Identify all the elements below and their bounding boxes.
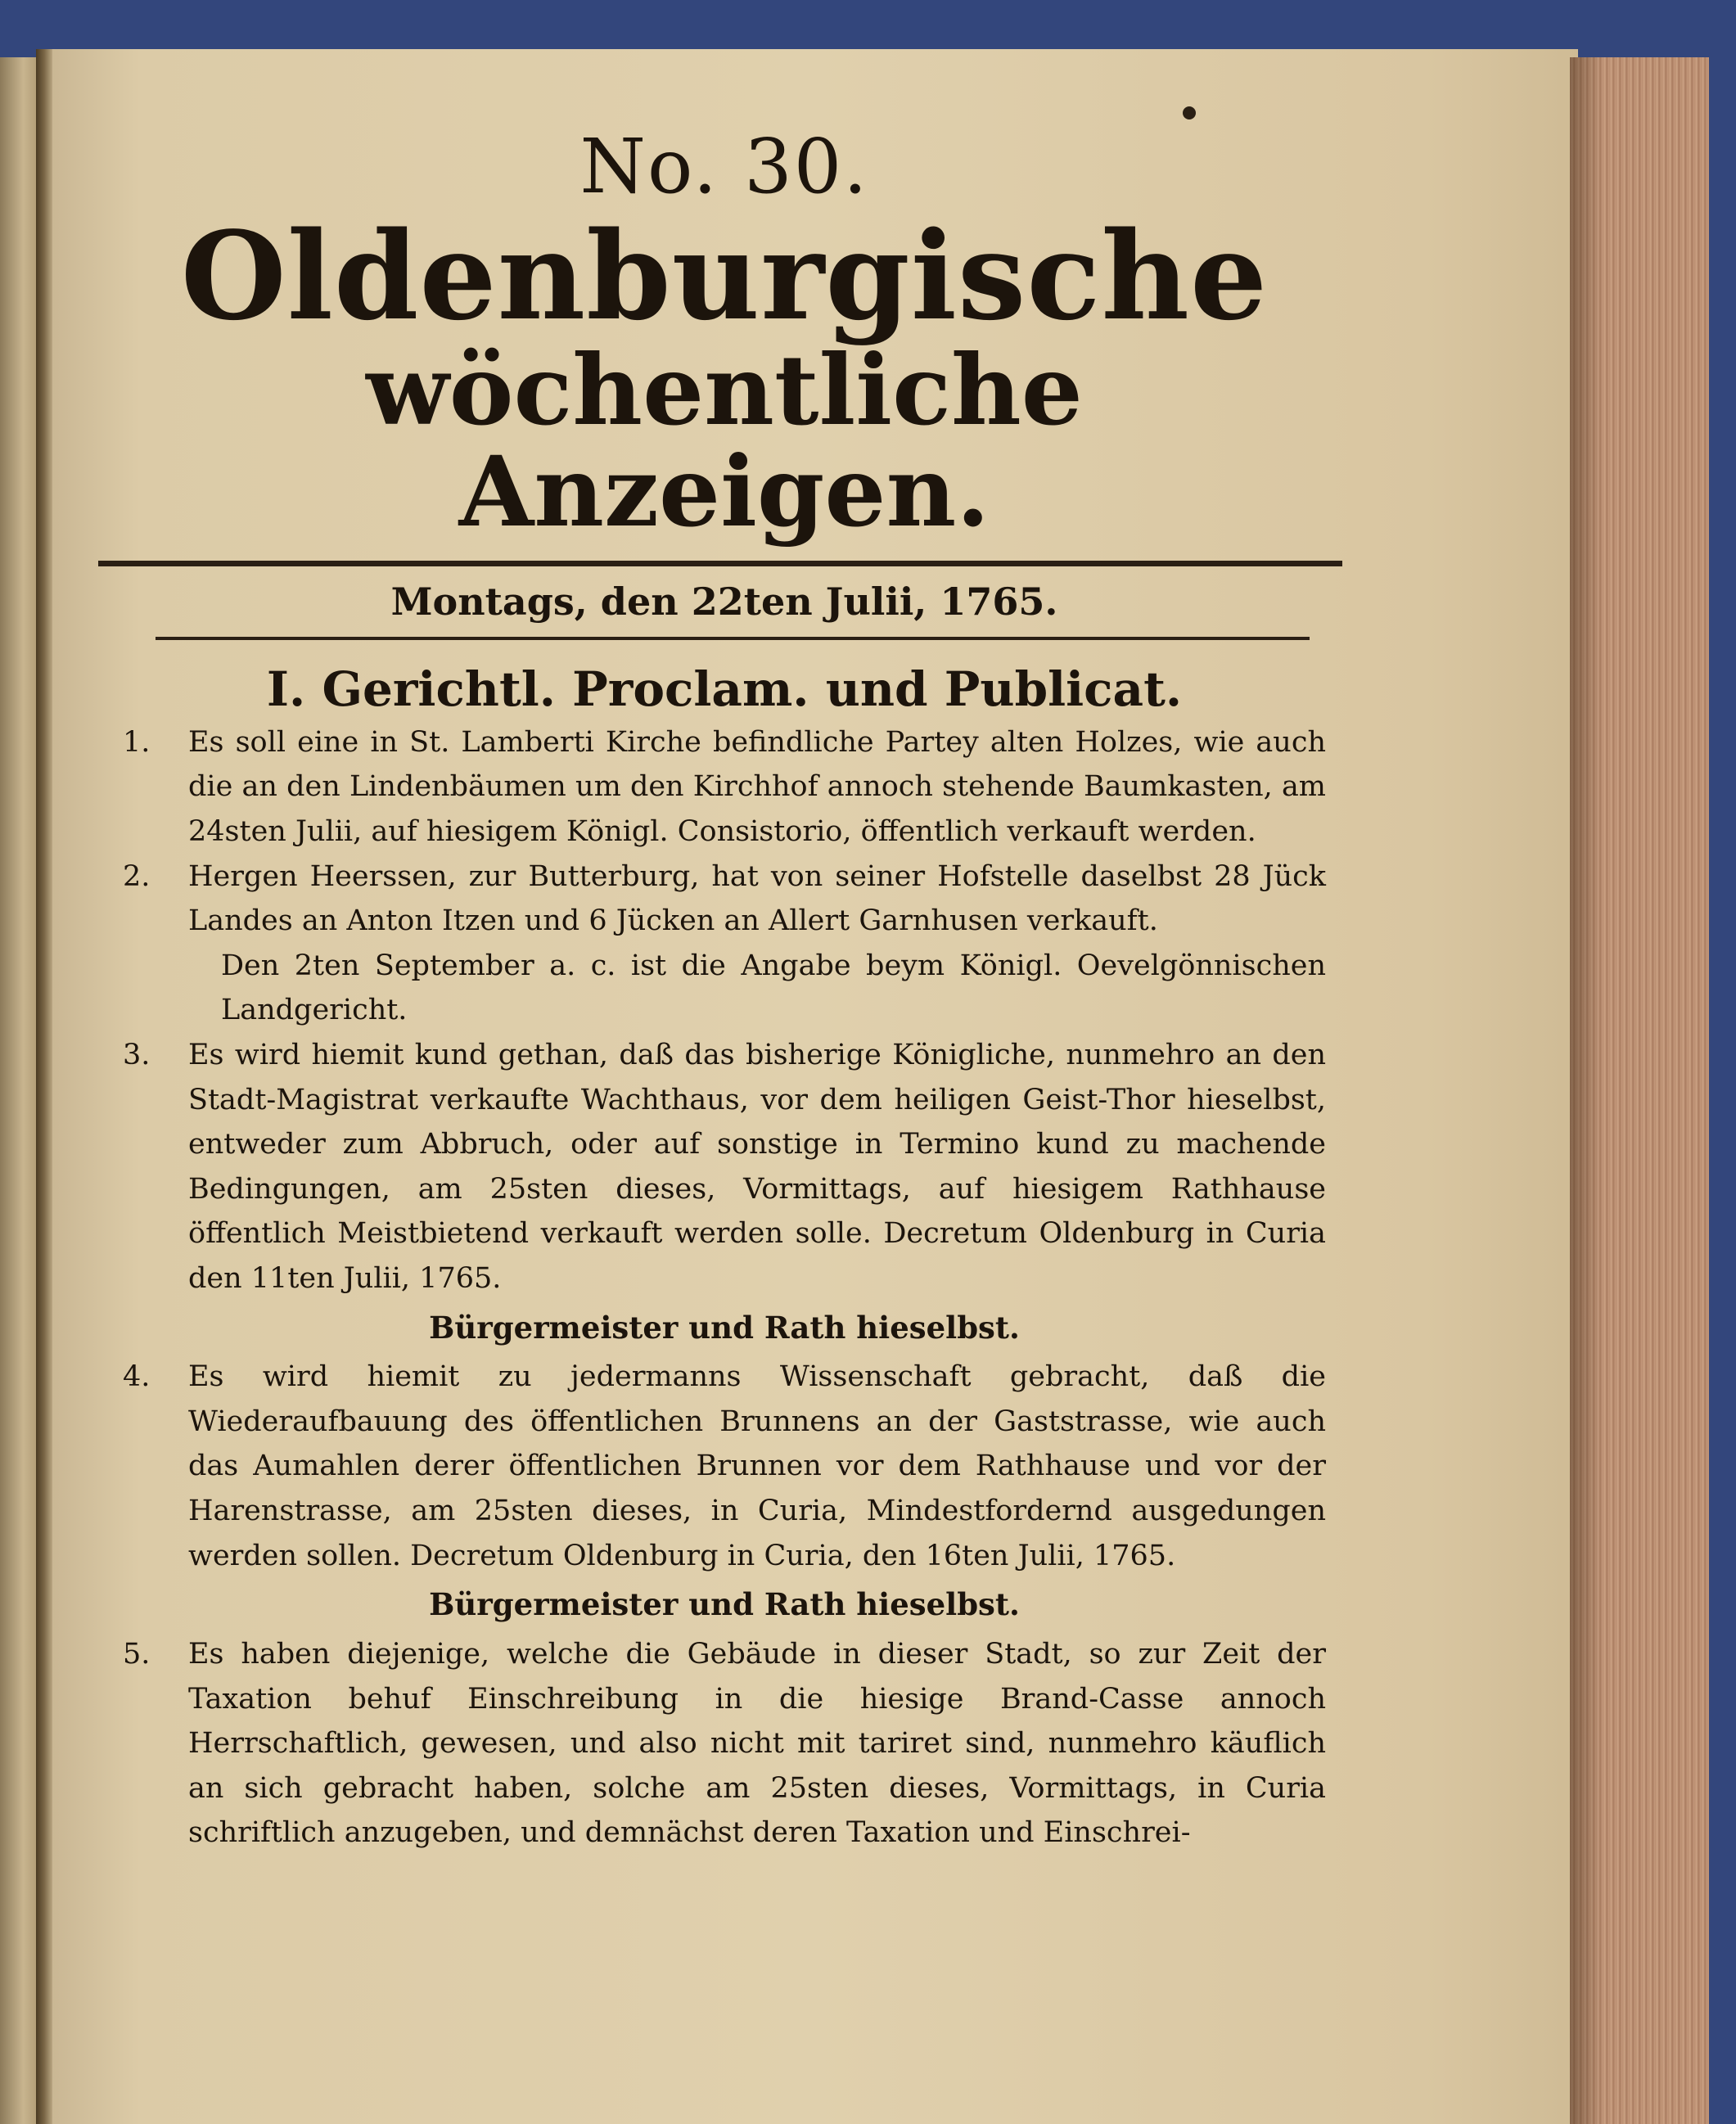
notice-number: 4.	[123, 1360, 151, 1394]
notice-text: Es wird hiemit kund gethan, daß das bisherige Königliche, nunmehro an den Stadt-Magistrat verkaufte Wachthaus, vor dem heiligen Geist-Thor hieselbst, entweder zum Abbruch, oder auf sonstige in Termino kund zu machende Bedingungen, am 25sten dieses, Vormittags, auf hiesigem Rathhause öffentlich Meistbietend verkauft werden solle. Decretum Oldenburg in Curia den 11ten Julii, 1765.	[188, 1038, 1326, 1295]
notice-item	[123, 1632, 1326, 1856]
notice-item	[123, 720, 1326, 855]
masthead-rule	[98, 561, 1342, 566]
issue-number: No. 30.	[579, 123, 869, 210]
notice-number: 1.	[123, 725, 151, 759]
masthead-title: Oldenburgische	[180, 205, 1269, 347]
issue-date: Montags, den 22ten Julii, 1765.	[390, 579, 1058, 624]
page-content	[123, 123, 1326, 1856]
notice-item	[123, 855, 1326, 1033]
notice-item	[123, 1355, 1326, 1578]
notice-number: 2.	[123, 859, 151, 893]
notice-note: Den 2ten September a. c. ist die Angabe beym Königl. Oevelgönnischen Landgericht.	[221, 949, 1326, 1027]
notice-text: Es soll eine in St. Lamberti Kirche befindliche Partey alten Holzes, wie auch die an den Lindenbäumen um den Kirchhof annoch stehende Baumkasten, am 24sten Julii, auf hiesigem Königl. Consistorio, öffentlich verkauft werden.	[188, 725, 1326, 848]
notice-number: 5.	[123, 1637, 151, 1671]
page-edge-shadow	[1570, 57, 1603, 2124]
notice-signature: Bürgermeister und Rath hieselbst.	[429, 1586, 1020, 1623]
notice-list	[123, 720, 1326, 1856]
notice-signature: Bürgermeister und Rath hieselbst.	[429, 1309, 1020, 1346]
notice-item	[123, 1033, 1326, 1301]
notice-text: Es wird hiemit zu jedermanns Wissenschaft gebracht, daß die Wiederaufbauung des öffentlichen Brunnens an der Gaststrasse, wie auch das Aumahlen derer öffentlichen Brunnen vor dem Rathhause und vor der Harenstrasse, am 25sten dieses, in Curia, Mindestfordernd ausgedungen werden sollen. Decretum Oldenburg in Curia, den 16ten Julii, 1765.	[188, 1360, 1326, 1572]
ink-dot	[1183, 106, 1196, 120]
book-gutter	[36, 49, 52, 2124]
section-heading: I. Gerichtl. Proclam. und Publicat.	[266, 661, 1183, 717]
date-rule	[156, 637, 1310, 640]
notice-text: Es haben diejenige, welche die Gebäude in dieser Stadt, so zur Zeit der Taxation behuf Einschreibung in die hiesige Brand-Casse annoch Herrschaftlich, gewesen, und also nicht mit tariret sind, nunmehro käuflich an sich gebracht haben, solche am 25sten dieses, Vormittags, in Curia schriftlich anzugeben, und demnächst deren Taxation und Einschrei-	[188, 1637, 1326, 1850]
masthead-subtitle: wöchentliche Anzeigen.	[366, 333, 1083, 548]
notice-text: Hergen Heerssen, zur Butterburg, hat von seiner Hofstelle daselbst 28 Jück Landes an Anton Itzen und 6 Jücken an Allert Garnhusen verkauft.	[188, 859, 1326, 938]
notice-number: 3.	[123, 1038, 151, 1071]
